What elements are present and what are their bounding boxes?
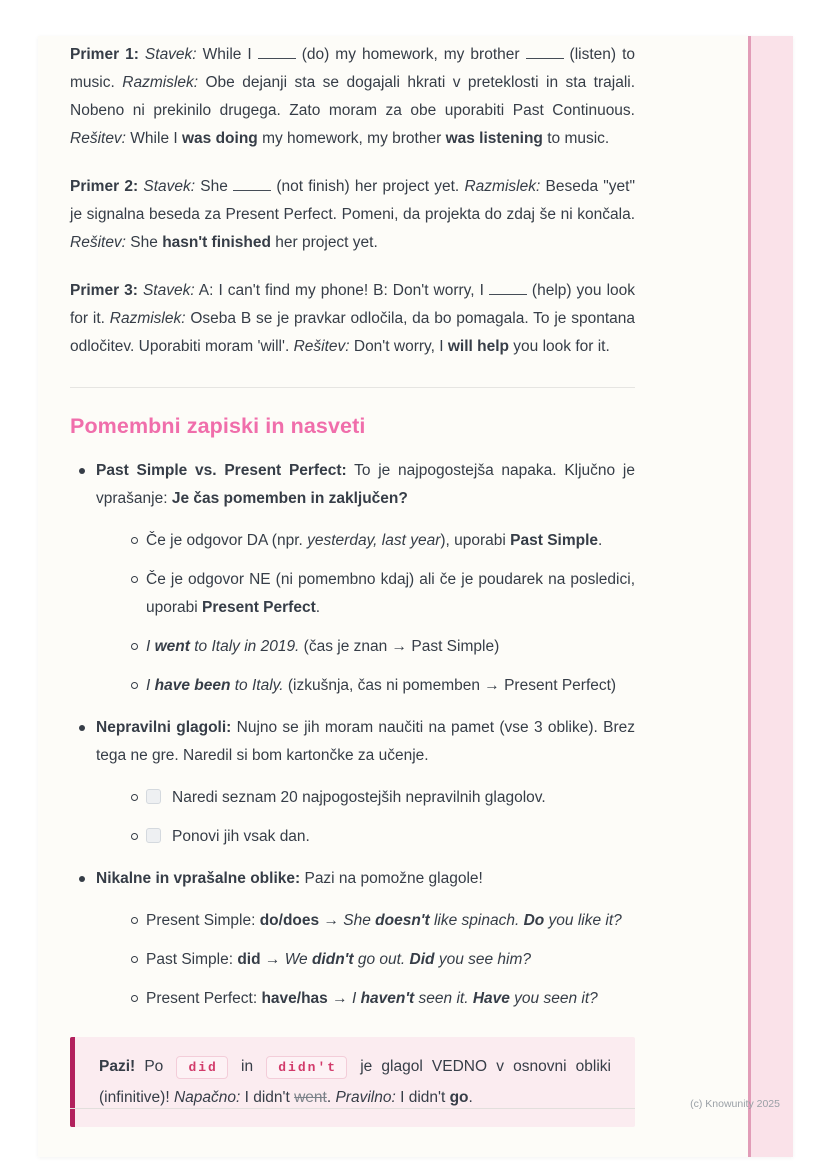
footer-divider xyxy=(70,1108,635,1109)
copyright-text: (c) Knowunity 2025 xyxy=(690,1098,780,1110)
text-run: didn't xyxy=(266,1056,347,1079)
text-run: yesterday, last year xyxy=(307,532,441,549)
text-run: Ponovi jih vsak dan. xyxy=(172,828,310,845)
text-run: Present Simple: xyxy=(146,912,260,929)
sub-list-item xyxy=(131,566,635,622)
text-run: to Italy. xyxy=(230,677,284,694)
checkbox-unchecked[interactable] xyxy=(146,789,161,804)
text-run: I didn't xyxy=(240,1089,295,1106)
text-run: Pravilno: xyxy=(335,1089,396,1106)
text-run: go xyxy=(449,1089,469,1106)
text-run: She xyxy=(126,234,163,251)
text-run: Rešitev: xyxy=(70,130,126,147)
text-run: Oseba B se je pravkar odločila, da bo pomagala. To je spontana odločitev. Uporabiti moram 'will'. xyxy=(70,310,636,355)
text-run: Don't worry, I xyxy=(349,338,448,355)
sub-list-item xyxy=(131,946,635,974)
text-run: She xyxy=(195,178,234,195)
text-run: Napačno: xyxy=(173,1089,241,1106)
blank-line xyxy=(258,46,296,59)
text-run: Nujno se jih moram naučiti na pamet (vse 3 oblike). Brez tega ne gre. Naredil si bom kartončke za učenje. xyxy=(96,719,635,764)
text-run: (listen) to music. xyxy=(70,46,635,91)
sub-list-item xyxy=(131,633,635,661)
text-run: Did xyxy=(409,951,435,968)
text-run: Nepravilni glagoli: xyxy=(96,719,232,736)
text-run: Razmislek: xyxy=(109,310,186,327)
text-run: Past Simple: xyxy=(146,951,238,968)
sub-list xyxy=(131,907,635,1013)
text-run: doesn't xyxy=(375,912,430,929)
text-run: Beseda "yet" je signalna beseda za Present Perfect. Pomeni, da projekta do zdaj še ni končala. xyxy=(70,178,635,223)
text-run: didn't xyxy=(311,951,354,968)
todo-item-text xyxy=(172,828,310,845)
notes-list xyxy=(70,457,635,1013)
text-run: in xyxy=(231,1058,263,1075)
list-item-text xyxy=(96,462,635,507)
text-run: I xyxy=(146,638,155,655)
text-run: She xyxy=(343,912,376,929)
text-run: go out. xyxy=(353,951,410,968)
text-run: While I xyxy=(196,46,258,63)
text-run: (čas je znan → Past Simple) xyxy=(299,638,500,655)
checkbox-unchecked[interactable] xyxy=(146,828,161,843)
text-run: I xyxy=(146,677,155,694)
text-run: have been xyxy=(154,677,231,694)
text-run: Razmislek: xyxy=(122,74,199,91)
page-edge-stripe xyxy=(748,36,793,1157)
text-run: Naredi seznam 20 najpogostejših nepravilnih glagolov. xyxy=(172,789,546,806)
text-run: haven't xyxy=(360,990,415,1007)
document-card xyxy=(38,36,793,1157)
text-run: have/has xyxy=(261,990,328,1007)
text-run: Stavek: xyxy=(144,46,197,63)
text-run: Stavek: xyxy=(142,282,195,299)
text-run: you see him? xyxy=(434,951,532,968)
text-run: ), uporabi xyxy=(440,532,511,549)
text-run: went xyxy=(154,638,190,655)
sub-list-item xyxy=(131,907,635,935)
text-run: Rešitev: xyxy=(70,234,126,251)
text-run: . xyxy=(326,1089,336,1106)
section-divider xyxy=(70,387,635,388)
text-run: (izkušnja, čas ni pomemben → Present Perfect) xyxy=(283,677,617,694)
text-run: Obe dejanji sta se dogajali hkrati v preteklosti in sta trajali. Nobeno ni prekinilo drugega. Zato moram za obe uporabiti Past Continuous. xyxy=(70,74,636,119)
text-run: Primer 1: xyxy=(70,46,139,63)
text-run: Pazi! xyxy=(99,1058,136,1075)
text-run: you like it? xyxy=(544,912,622,929)
text-run: you look for it. xyxy=(509,338,610,355)
text-run: to Italy in 2019. xyxy=(189,638,300,655)
sub-list-item xyxy=(131,672,635,700)
text-run: (help) you look for it. xyxy=(70,282,635,327)
notes-heading: Pomembni zapiski in nasveti xyxy=(70,414,366,438)
text-run: (do) my homework, my brother xyxy=(295,46,526,63)
example-paragraph-2 xyxy=(70,173,635,257)
text-run: her project yet. xyxy=(270,234,378,251)
text-run: was listening xyxy=(445,130,543,147)
text-run: We xyxy=(284,951,312,968)
todo-item xyxy=(131,823,635,851)
text-run: hasn't finished xyxy=(162,234,271,251)
text-run: did xyxy=(176,1056,227,1079)
text-run: did xyxy=(237,951,261,968)
text-run: Past Simple vs. Present Perfect: xyxy=(96,462,347,479)
sub-list xyxy=(131,784,635,851)
text-run: . xyxy=(315,599,321,616)
text-run: Present Perfect: xyxy=(146,990,262,1007)
text-run: my homework, my brother xyxy=(257,130,446,147)
text-run: went xyxy=(294,1089,327,1106)
text-run: Če je odgovor DA (npr. xyxy=(146,532,308,549)
text-run: Present Perfect xyxy=(202,599,316,616)
sub-list xyxy=(131,527,635,700)
todo-item-text xyxy=(172,789,546,806)
text-run: will help xyxy=(447,338,509,355)
text-run: like spinach. xyxy=(429,912,524,929)
text-run: Če je odgovor NE (ni pomembno kdaj) ali če je poudarek na posledici, uporabi xyxy=(146,571,635,616)
text-run: Po xyxy=(135,1058,173,1075)
text-run: I xyxy=(351,990,361,1007)
text-run: you seen it? xyxy=(509,990,598,1007)
sub-list-item xyxy=(131,527,635,555)
blank-line xyxy=(233,178,271,191)
list-item-text xyxy=(96,870,483,887)
text-run: do/does xyxy=(259,912,320,929)
text-run: I didn't xyxy=(395,1089,450,1106)
text-run: was doing xyxy=(181,130,258,147)
text-run: Do xyxy=(523,912,545,929)
text-run: . xyxy=(598,532,603,549)
blank-line xyxy=(526,46,564,59)
text-run: Primer 3: xyxy=(70,282,138,299)
text-run: Primer 2: xyxy=(70,178,139,195)
list-item xyxy=(70,714,635,851)
text-run: (not finish) her project yet. xyxy=(271,178,465,195)
text-run: To je najpogostejša napaka. Ključno je vprašanje: xyxy=(96,462,635,507)
example-paragraph-3 xyxy=(70,277,635,361)
text-run: While I xyxy=(126,130,182,147)
text-run: → xyxy=(260,951,285,968)
text-run: Pazi na pomožne glagole! xyxy=(300,870,483,887)
todo-item xyxy=(131,784,635,812)
warning-callout xyxy=(70,1037,635,1127)
text-run: Je čas pomemben in zaključen? xyxy=(171,490,408,507)
text-run: Nikalne in vprašalne oblike: xyxy=(96,870,301,887)
text-run: → xyxy=(319,912,344,929)
text-run: Stavek: xyxy=(143,178,196,195)
text-run: Past Simple xyxy=(510,532,599,549)
document-content xyxy=(70,36,635,1127)
text-run: to music. xyxy=(542,130,610,147)
list-item-text xyxy=(96,719,635,764)
text-run: Have xyxy=(472,990,510,1007)
list-item xyxy=(70,865,635,1013)
text-run: Razmislek: xyxy=(464,178,541,195)
text-run: → xyxy=(327,990,352,1007)
text-run: Rešitev: xyxy=(293,338,350,355)
text-run: je glagol VEDNO v osnovni obliki (infinitive)! xyxy=(99,1058,611,1106)
list-item xyxy=(70,457,635,700)
blank-line xyxy=(489,282,527,295)
sub-list-item xyxy=(131,985,635,1013)
text-run: seen it. xyxy=(414,990,473,1007)
example-paragraph-1 xyxy=(70,41,635,153)
text-run: . xyxy=(468,1089,473,1106)
text-run: A: I can't find my phone! B: Don't worry, I xyxy=(194,282,489,299)
